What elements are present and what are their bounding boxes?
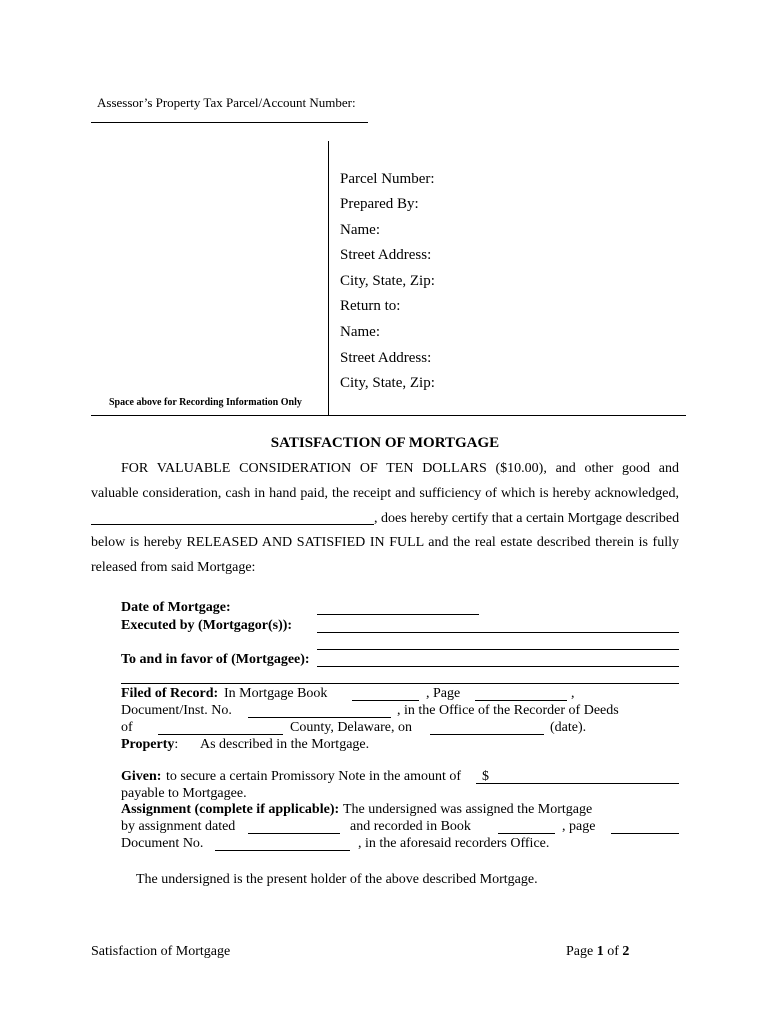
document-inst-no-line[interactable]: [248, 717, 391, 718]
assignment-book-line[interactable]: [498, 833, 555, 834]
footer-doc-name: Satisfaction of Mortgage: [91, 944, 231, 959]
mortgage-book-label: In Mortgage Book: [224, 686, 328, 701]
parcel-account-label: Assessor’s Property Tax Parcel/Account Number:: [97, 95, 356, 110]
return-city-label: City, State, Zip:: [340, 375, 435, 391]
recording-date-line[interactable]: [430, 734, 544, 735]
property-label: Property: [121, 737, 175, 752]
page-indicator: [566, 944, 629, 960]
aforesaid-text: , in the aforesaid recorders Office.: [358, 836, 550, 851]
page-line[interactable]: [475, 700, 567, 701]
recording-note: Space above for Recording Information Only: [109, 397, 302, 408]
page-total: 2: [622, 944, 630, 959]
mortgagee-line-1[interactable]: [317, 666, 679, 667]
para-line-2: valuable consideration, cash in hand paid, the receipt and sufficiency of which is hereby acknowledged,: [91, 486, 679, 501]
property-row: [121, 737, 178, 753]
mortgagor-line-2[interactable]: [317, 649, 679, 650]
of-label: of: [121, 720, 133, 735]
assignment-page-label: , page: [562, 819, 596, 834]
page-current: 1: [596, 944, 604, 959]
assignment-label: Assignment (complete if applicable):: [121, 802, 340, 817]
return-street-label: Street Address:: [340, 350, 432, 366]
assignment-date-line[interactable]: [248, 833, 340, 834]
recording-separator: [91, 415, 686, 416]
document-no-label: Document No.: [121, 836, 204, 851]
county-delaware-text: County, Delaware, on: [290, 720, 412, 735]
para-line-5: released from said Mortgage:: [91, 560, 256, 575]
page-word: Page: [566, 944, 594, 959]
given-row: [121, 769, 161, 785]
mortgagee-line-2[interactable]: [121, 683, 679, 684]
mortgage-book-line[interactable]: [352, 700, 419, 701]
recording-divider: [328, 141, 329, 415]
return-to-label: Return to:: [340, 298, 401, 314]
page-comma: ,: [571, 686, 575, 701]
county-line[interactable]: [158, 734, 283, 735]
date-of-mortgage-line[interactable]: [317, 614, 479, 615]
page-label: , Page: [426, 686, 461, 701]
return-name-label: Name:: [340, 324, 380, 340]
property-colon: :: [174, 737, 179, 752]
preparer-city-label: City, State, Zip:: [340, 273, 435, 289]
note-amount-line[interactable]: [476, 783, 679, 784]
document-no-line[interactable]: [215, 850, 350, 851]
prepared-by-label: Prepared By:: [340, 196, 419, 212]
date-of-mortgage-label: Date of Mortgage:: [121, 600, 231, 615]
para-line-3: , does hereby certify that a certain Mortgage described: [374, 511, 680, 526]
mortgagor-line-1[interactable]: [317, 632, 679, 633]
date-label: (date).: [550, 720, 587, 735]
preparer-name-label: Name:: [340, 222, 380, 238]
recorded-in-book-label: and recorded in Book: [350, 819, 471, 834]
assignment-page-line[interactable]: [611, 833, 679, 834]
office-recorder-text: , in the Office of the Recorder of Deeds: [397, 703, 619, 718]
given-text: to secure a certain Promissory Note in the amount of: [166, 769, 462, 784]
assignment-text: The undersigned was assigned the Mortgage: [343, 802, 593, 817]
by-assignment-dated-label: by assignment dated: [121, 819, 236, 834]
document-inst-no-label: Document/Inst. No.: [121, 703, 232, 718]
filed-of-record-label: Filed of Record:: [121, 686, 219, 701]
payable-text: payable to Mortgagee.: [121, 786, 247, 801]
preparer-street-label: Street Address:: [340, 247, 432, 263]
filed-of-record-row: [121, 686, 218, 702]
document-title: SATISFACTION OF MORTGAGE: [270, 435, 500, 451]
executed-by-label: Executed by (Mortgagor(s)):: [121, 618, 293, 633]
holder-statement: The undersigned is the present holder of the above described Mortgage.: [136, 872, 538, 887]
parcel-account-line[interactable]: [91, 122, 368, 123]
para-line-4: below is hereby RELEASED AND SATISFIED IN FULL and the real estate described therein is fully: [91, 535, 679, 550]
property-value: As described in the Mortgage.: [200, 737, 370, 752]
releasor-name-line[interactable]: [91, 524, 374, 525]
in-favor-of-label: To and in favor of (Mortgagee):: [121, 652, 310, 667]
para-line-1: FOR VALUABLE CONSIDERATION OF TEN DOLLARS ($10.00), and other good and: [121, 461, 679, 476]
parcel-number-label: Parcel Number:: [340, 171, 435, 187]
of-word: of: [607, 944, 619, 959]
dollar-sign: $: [482, 769, 489, 784]
given-label: Given:: [121, 769, 162, 784]
